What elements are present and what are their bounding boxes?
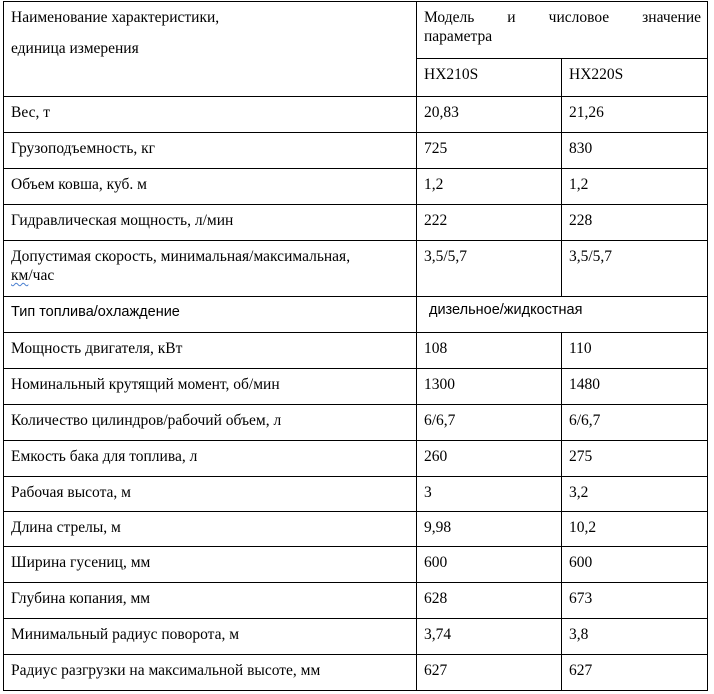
row-name: Емкость бака для топлива, л (4, 441, 417, 477)
table-row (4, 405, 708, 441)
row-value-hx220s: 228 (562, 205, 708, 241)
row-name: Грузоподъемность, кг (4, 133, 417, 169)
table-row (4, 297, 708, 333)
row-value-hx220s: 6/6,7 (562, 405, 708, 441)
row-name: Гидравлическая мощность, л/мин (4, 205, 417, 241)
table-row (4, 369, 708, 405)
row-value-hx210s: 3,5/5,7 (417, 241, 562, 297)
row-name (4, 241, 417, 297)
row-name: Длина стрелы, м (4, 512, 417, 547)
row-name: Рабочая высота, м (4, 477, 417, 512)
row-value-hx220s: 627 (562, 655, 708, 691)
row-value-hx220s: 21,26 (562, 97, 708, 133)
row-name: Тип топлива/охлаждение (4, 297, 417, 333)
spec-table (3, 1, 708, 691)
row-name: Ширина гусениц, мм (4, 547, 417, 583)
row-name: Минимальный радиус поворота, м (4, 619, 417, 655)
table-row (4, 205, 708, 241)
row-name: Глубина копания, мм (4, 583, 417, 619)
row-value-hx210s: 6/6,7 (417, 405, 562, 441)
row-value-hx220s: 10,2 (562, 512, 708, 547)
row-value-hx210s: 725 (417, 133, 562, 169)
row-value-hx220s: 600 (562, 547, 708, 583)
header-name-line2: единица измерения (11, 40, 139, 57)
table-row (4, 169, 708, 205)
header-row (4, 2, 708, 59)
row-name-line2-rest: /час (28, 267, 55, 284)
header-model-group-cell (417, 2, 708, 59)
row-value-hx220s: 1,2 (562, 169, 708, 205)
row-value-hx210s: 20,83 (417, 97, 562, 133)
row-value-hx210s: 3 (417, 477, 562, 512)
row-value-hx220s: 830 (562, 133, 708, 169)
row-name: Радиус разгрузки на максимальной высоте, мм (4, 655, 417, 691)
row-value-hx220s: 3,2 (562, 477, 708, 512)
table-row (4, 619, 708, 655)
spellcheck-underlined-word: км (11, 267, 29, 284)
row-value-hx210s: 9,98 (417, 512, 562, 547)
row-value-hx210s: 260 (417, 441, 562, 477)
table-row (4, 655, 708, 691)
table-row (4, 547, 708, 583)
row-name: Номинальный крутящий момент, об/мин (4, 369, 417, 405)
row-value-hx220s: 1480 (562, 369, 708, 405)
table-row (4, 583, 708, 619)
row-value-hx220s: 673 (562, 583, 708, 619)
table-row (4, 477, 708, 512)
row-name: Мощность двигателя, кВт (4, 333, 417, 369)
table-row (4, 241, 708, 297)
row-value-hx210s: 600 (417, 547, 562, 583)
row-name: Объем ковша, куб. м (4, 169, 417, 205)
row-value-hx220s: 110 (562, 333, 708, 369)
row-name: Вес, т (4, 97, 417, 133)
header-name-line1: Наименование характеристики, (11, 9, 220, 26)
table-row (4, 333, 708, 369)
row-name-line1: Допустимая скорость, минимальная/максимальная, (11, 248, 351, 265)
row-name: Количество цилиндров/рабочий объем, л (4, 405, 417, 441)
row-value-hx210s: 1,2 (417, 169, 562, 205)
header-group-line2: параметра (424, 28, 493, 45)
row-value-hx210s: 108 (417, 333, 562, 369)
row-value-hx210s: 222 (417, 205, 562, 241)
header-group-line1: Модель и числовое значение (424, 9, 701, 26)
row-value-hx210s: 628 (417, 583, 562, 619)
header-characteristic-cell (4, 2, 417, 97)
header-model-1: HX210S (417, 59, 562, 97)
row-value-hx220s: 275 (562, 441, 708, 477)
row-value-hx210s: 3,74 (417, 619, 562, 655)
row-value-hx220s: 3,5/5,7 (562, 241, 708, 297)
row-value-hx220s: 3,8 (562, 619, 708, 655)
table-row (4, 133, 708, 169)
row-value-hx210s: 1300 (417, 369, 562, 405)
header-model-2: HX220S (562, 59, 708, 97)
table-row (4, 441, 708, 477)
table-row (4, 512, 708, 547)
row-value-merged: дизельное/жидкостная (417, 297, 708, 333)
row-value-hx210s: 627 (417, 655, 562, 691)
table-row (4, 97, 708, 133)
